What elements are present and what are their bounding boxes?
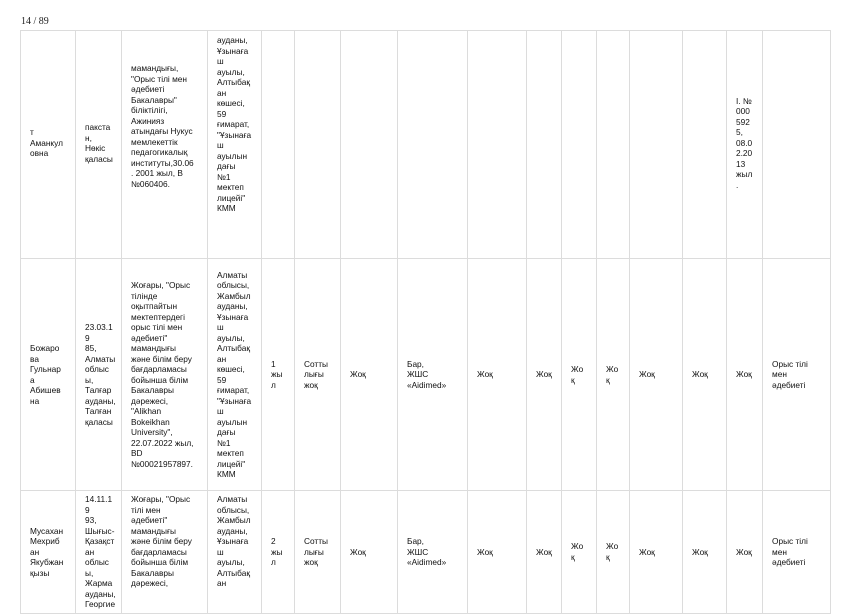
cell-c14: Жоқ bbox=[683, 491, 727, 614]
cell-certificate: Жоқ bbox=[727, 491, 763, 614]
cell-c11: Жо қ bbox=[562, 491, 597, 614]
cell-subject bbox=[763, 31, 831, 259]
cell-experience: 1 жы л bbox=[262, 259, 295, 491]
cell-subject: Орыс тілі мен әдебиеті bbox=[763, 259, 831, 491]
cell-c11 bbox=[562, 31, 597, 259]
cell-c7: Жоқ bbox=[341, 259, 398, 491]
cell-certificate: Жоқ bbox=[727, 259, 763, 491]
cell-name: Божаро ва Гульнар а Абишев на bbox=[21, 259, 76, 491]
cell-name: Мусахан Мехриб ан Якубжан қызы bbox=[21, 491, 76, 614]
cell-education: Жоғары, "Орыс тілі мен әдебиеті" мамандығы және білім беру бағдарламасы бойынша білім Бакалавры дәрежесі, bbox=[122, 491, 208, 614]
cell-workplace: Алматы облысы, Жамбыл ауданы, Ұзынаға ш ауылы, Алтыбақ ан bbox=[208, 491, 262, 614]
cell-education: Жоғары, "Орыс тілінде оқытпайтын мектептердегі орыс тілі мен әдебиеті" мамандығы және білім беру бағдарламасы бойынша білім Бакалавры дәрежесі, "Alikhan Bokeikhan University", 22.07.2022 жыл, BD №00021957897. bbox=[122, 259, 208, 491]
candidates-table bbox=[20, 30, 831, 614]
cell-education: мамандығы, "Орыс тілі мен әдебиеті Бакалавры" біліктілігі, Ажинияз атындағы Нукус мемлекеттік педагогикалық институты,30.06 . 2001 жыл, В №060406. bbox=[122, 31, 208, 259]
cell-experience bbox=[262, 31, 295, 259]
cell-c12 bbox=[597, 31, 630, 259]
cell-conviction: Сотты лығы жоқ bbox=[295, 491, 341, 614]
cell-c7: Жоқ bbox=[341, 491, 398, 614]
cell-c10 bbox=[527, 31, 562, 259]
cell-c13: Жоқ bbox=[630, 259, 683, 491]
cell-c8 bbox=[398, 31, 468, 259]
cell-c12: Жо қ bbox=[597, 491, 630, 614]
cell-experience: 2 жы л bbox=[262, 491, 295, 614]
table-row bbox=[21, 31, 831, 259]
page-number: 14 / 89 bbox=[21, 16, 49, 27]
cell-certificate: I. № 000 592 5, 08.0 2.20 13 жыл . bbox=[727, 31, 763, 259]
cell-conviction bbox=[295, 31, 341, 259]
table-row bbox=[21, 491, 831, 614]
cell-c13 bbox=[630, 31, 683, 259]
cell-c14 bbox=[683, 31, 727, 259]
table-row bbox=[21, 259, 831, 491]
cell-c14: Жоқ bbox=[683, 259, 727, 491]
cell-conviction: Сотты лығы жоқ bbox=[295, 259, 341, 491]
cell-c9: Жоқ bbox=[468, 259, 527, 491]
cell-c8: Бар, ЖШС «Aidimed» bbox=[398, 259, 468, 491]
cell-subject: Орыс тілі мен әдебиеті bbox=[763, 491, 831, 614]
cell-c11: Жо қ bbox=[562, 259, 597, 491]
cell-c13: Жоқ bbox=[630, 491, 683, 614]
cell-birth: 14.11.19 93, Шығыс- Қазақст ан облысы, Жарма ауданы, Георгие bbox=[76, 491, 122, 614]
cell-birth: 23.03.19 85, Алматы облысы, Талғар ауданы, Талған қаласы bbox=[76, 259, 122, 491]
cell-c10: Жоқ bbox=[527, 259, 562, 491]
cell-workplace: ауданы, Ұзынаға ш ауылы, Алтыбақ ан көшесі, 59 ғимарат, "Ұзынаға ш ауылын дағы №1 мектеп лицейі" КММ bbox=[208, 31, 262, 259]
cell-c12: Жо қ bbox=[597, 259, 630, 491]
cell-birth: пакстан, Нөкіс қаласы bbox=[76, 31, 122, 259]
cell-c10: Жоқ bbox=[527, 491, 562, 614]
cell-workplace: Алматы облысы, Жамбыл ауданы, Ұзынаға ш ауылы, Алтыбақ ан көшесі, 59 ғимарат, "Ұзынаға ш ауылын дағы №1 мектеп лицейі" КММ bbox=[208, 259, 262, 491]
cell-c9 bbox=[468, 31, 527, 259]
cell-c8: Бар, ЖШС «Aidimed» bbox=[398, 491, 468, 614]
cell-c9: Жоқ bbox=[468, 491, 527, 614]
cell-c7 bbox=[341, 31, 398, 259]
cell-name: т Аманкул овна bbox=[21, 31, 76, 259]
